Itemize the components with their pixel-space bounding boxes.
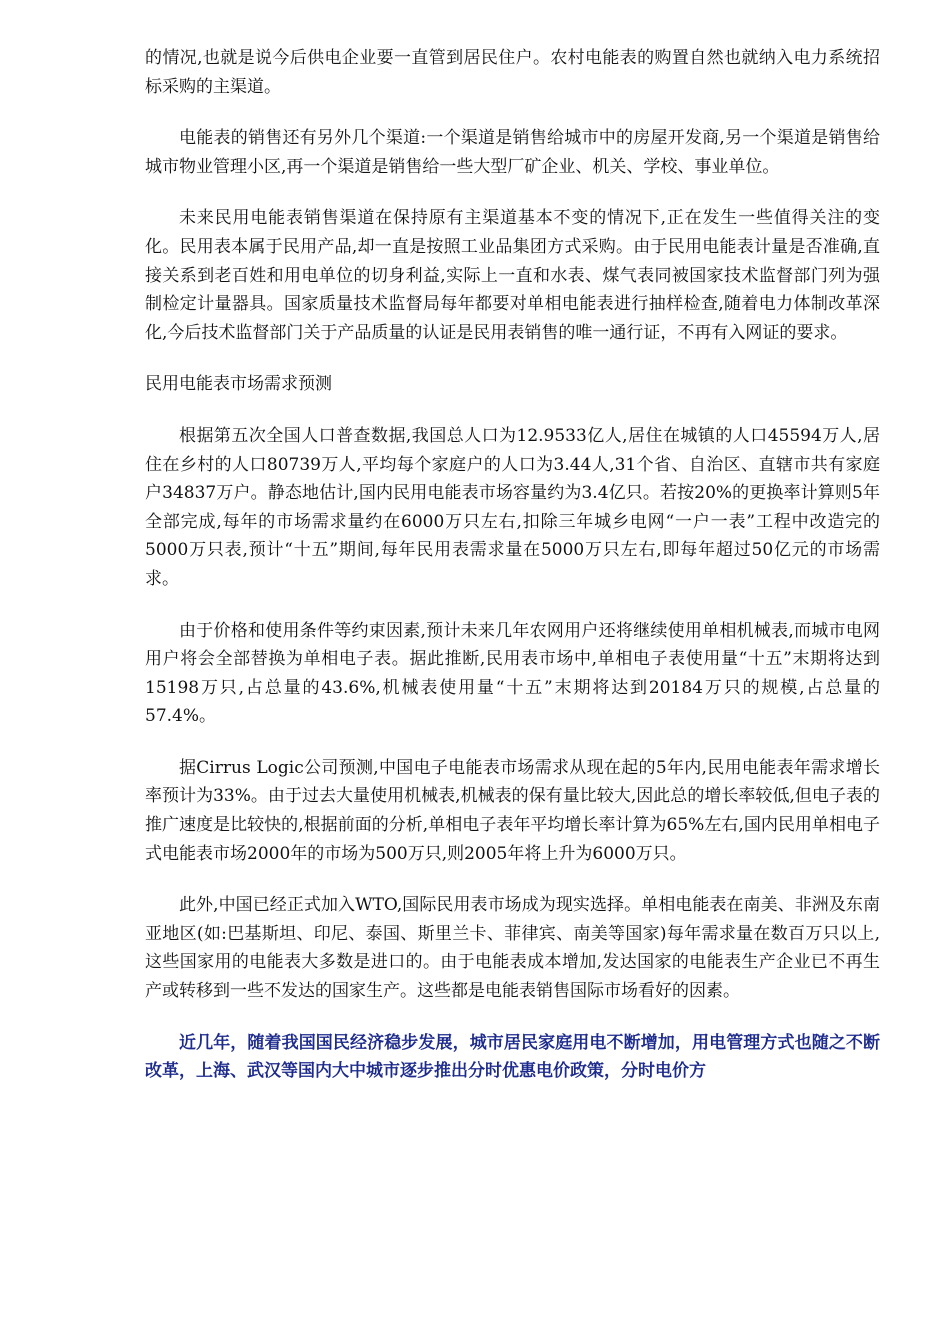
- paragraph-census-data: 根据第五次全国人口普查数据,我国总人口为12.9533亿人,居住在城镇的人口45594万人,居住在乡村的人口80739万人,平均每个家庭户的人口为3.44人,31个省、自治区、直辖市共有家庭户34837万户。静态地估计,国内民用电能表市场容量约为3.4亿只。若按20%的更换率计算则5年全部完成,每年的市场需求量约在6000万只左右,扣除三年城乡电网“一户一表”工程中改造完的5000万只表,预计“十五”期间,每年民用表需求量在5000万只左右,即每年超过50亿元的市场需求。: [145, 425, 880, 589]
- paragraph-cirrus-forecast: 据Cirrus Logic公司预测,中国电子电能表市场需求从现在起的5年内,民用电能表年需求增长率预计为33%。由于过去大量使用机械表,机械表的保有量比较大,因此总的增长率较低,但电子表的推广速度是比较快的,根据前面的分析,单相电子表年平均增长率计算为65%左右,国内民用单相电子式电能表市场2000年的市场为500万只,则2005年将上升为6000万只。: [145, 757, 880, 864]
- paragraph-continuation: 的情况,也就是说今后供电企业要一直管到居民住户。农村电能表的购置自然也就纳入电力系统招标采购的主渠道。: [145, 48, 880, 97]
- paragraph-international-market: 此外,中国已经正式加入WTO,国际民用表市场成为现实选择。单相电能表在南美、非洲及东南亚地区(如:巴基斯坦、印尼、泰国、斯里兰卡、菲律宾、南美等国家)每年需求量在数百万只以上,这些国家用的电能表大多数是进口的。由于电能表成本增加,发达国家的电能表生产企业已不再生产或转移到一些不发达的国家生产。这些都是电能表销售国际市场看好的因素。: [145, 895, 880, 1002]
- document-body: [145, 44, 880, 1109]
- paragraph-channel-changes: 未来民用电能表销售渠道在保持原有主渠道基本不变的情况下,正在发生一些值得关注的变化。民用表本属于民用产品,却一直是按照工业品集团方式采购。由于民用电能表计量是否准确,直接关系到老百姓和用电单位的切身利益,实际上一直和水表、煤气表同被国家技术监督部门列为强制检定计量器具。国家质量技术监督局每年都要对单相电能表进行抽样检查,随着电力体制改革深化,今后技术监督部门关于产品质量的认证是民用表销售的唯一通行证，不再有入网证的要求。: [145, 208, 880, 343]
- paragraph-time-of-use-pricing: 近几年，随着我国国民经济稳步发展，城市居民家庭用电不断增加，用电管理方式也随之不断改革，上海、武汉等国内大中城市逐步推出分时优惠电价政策，分时电价方: [145, 1032, 880, 1082]
- paragraph-sales-channels: 电能表的销售还有另外几个渠道:一个渠道是销售给城市中的房屋开发商,另一个渠道是销售给城市物业管理小区,再一个渠道是销售给一些大型厂矿企业、机关、学校、事业单位。: [145, 128, 880, 177]
- section-heading: 民用电能表市场需求预测: [145, 374, 332, 395]
- paragraph-meter-forecast: 由于价格和使用条件等约束因素,预计未来几年农网用户还将继续使用单相机械表,而城市电网用户将会全部替换为单相电子表。据此推断,民用表市场中,单相电子表使用量“十五”末期将达到15198万只,占总量的43.6%,机械表使用量“十五”末期将达到20184万只的规模,占总量的57.4%。: [145, 620, 880, 727]
